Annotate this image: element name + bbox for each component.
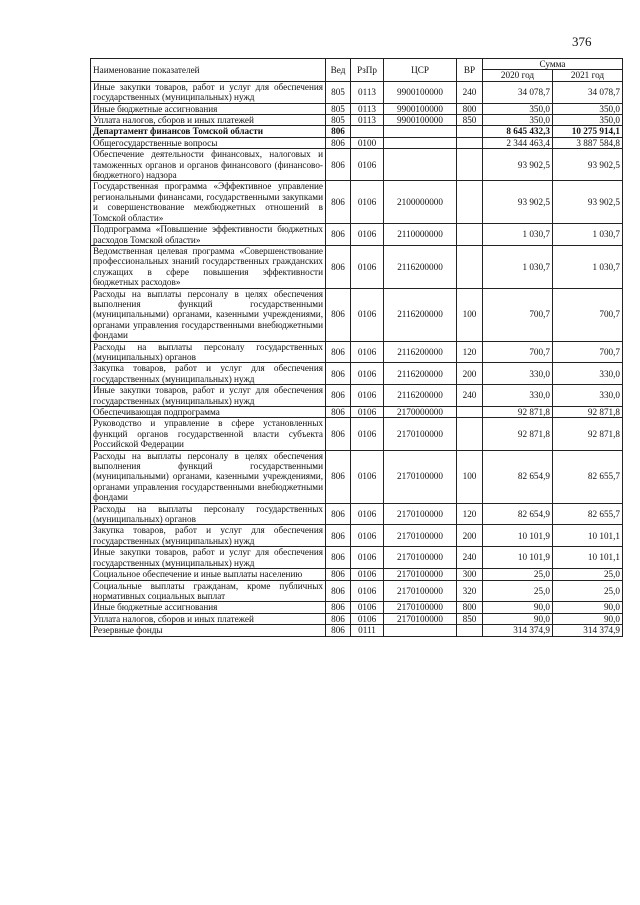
row-vr xyxy=(457,418,483,450)
row-csr: 2116200000 xyxy=(384,341,457,363)
row-sum-2020: 25,0 xyxy=(483,580,553,602)
row-vr: 800 xyxy=(457,103,483,114)
row-ved: 806 xyxy=(326,569,351,580)
row-sum-2020: 314 374,9 xyxy=(483,625,553,636)
row-vr: 100 xyxy=(457,288,483,341)
row-ved: 806 xyxy=(326,385,351,407)
row-vr: 850 xyxy=(457,115,483,126)
header-year-2020: 2020 год xyxy=(483,70,553,81)
row-vr: 100 xyxy=(457,450,483,503)
row-sum-2021: 82 655,7 xyxy=(553,450,623,503)
table-row xyxy=(91,137,623,148)
table-header-row xyxy=(91,59,623,70)
table-row xyxy=(91,103,623,114)
row-ved: 806 xyxy=(326,450,351,503)
header-vr: ВР xyxy=(457,59,483,82)
row-name: Расходы на выплаты персоналу в целях обеспечения выполнения функций государственными (муниципальными) органами, казенными учреждениями, органами управления государственными внебюджетными фондами xyxy=(91,450,326,503)
row-ved: 806 xyxy=(326,363,351,385)
row-csr: 2110000000 xyxy=(384,224,457,246)
table-row xyxy=(91,126,623,137)
table-row xyxy=(91,580,623,602)
row-name: Резервные фонды xyxy=(91,625,326,636)
row-csr: 2116200000 xyxy=(384,385,457,407)
row-sum-2020: 1 030,7 xyxy=(483,245,553,288)
row-rzpr: 0106 xyxy=(351,407,384,418)
row-name: Расходы на выплаты персоналу государственных (муниципальных) органов xyxy=(91,503,326,525)
row-rzpr: 0106 xyxy=(351,580,384,602)
row-sum-2020: 700,7 xyxy=(483,288,553,341)
row-sum-2021: 92 871,8 xyxy=(553,407,623,418)
row-ved: 806 xyxy=(326,137,351,148)
row-sum-2020: 350,0 xyxy=(483,103,553,114)
row-sum-2021: 350,0 xyxy=(553,115,623,126)
table-row xyxy=(91,625,623,636)
row-sum-2020: 8 645 432,3 xyxy=(483,126,553,137)
row-sum-2021: 90,0 xyxy=(553,602,623,613)
table-row xyxy=(91,224,623,246)
row-rzpr: 0106 xyxy=(351,149,384,181)
header-ved: Вед xyxy=(326,59,351,82)
row-ved: 806 xyxy=(326,418,351,450)
row-name: Расходы на выплаты персоналу в целях обеспечения выполнения функций государственными (муниципальными) органами, казенными учреждениями, органами управления государственными внебюджетными фондами xyxy=(91,288,326,341)
row-sum-2021: 314 374,9 xyxy=(553,625,623,636)
row-sum-2021: 700,7 xyxy=(553,288,623,341)
row-csr: 2170100000 xyxy=(384,525,457,547)
table-row xyxy=(91,569,623,580)
row-csr xyxy=(384,137,457,148)
row-rzpr: 0113 xyxy=(351,103,384,114)
row-name: Ведомственная целевая программа «Совершенствование профессиональных знаний государственных гражданских служащих в сфере повышения эффективности бюджетных расходов» xyxy=(91,245,326,288)
row-sum-2021: 10 101,1 xyxy=(553,547,623,569)
table-row xyxy=(91,245,623,288)
row-sum-2021: 330,0 xyxy=(553,385,623,407)
row-ved: 805 xyxy=(326,81,351,103)
row-vr: 850 xyxy=(457,613,483,624)
row-ved: 806 xyxy=(326,625,351,636)
row-rzpr: 0106 xyxy=(351,547,384,569)
row-sum-2020: 93 902,5 xyxy=(483,181,553,224)
row-sum-2021: 34 078,7 xyxy=(553,81,623,103)
row-vr: 120 xyxy=(457,341,483,363)
table-row xyxy=(91,115,623,126)
row-ved: 806 xyxy=(326,149,351,181)
row-csr: 2170100000 xyxy=(384,613,457,624)
row-name: Иные закупки товаров, работ и услуг для обеспечения государственных (муниципальных) нужд xyxy=(91,385,326,407)
row-sum-2021: 700,7 xyxy=(553,341,623,363)
header-name: Наименование показателей xyxy=(91,59,326,82)
row-name: Иные бюджетные ассигнования xyxy=(91,103,326,114)
row-sum-2020: 93 902,5 xyxy=(483,149,553,181)
row-name: Обеспечение деятельности финансовых, налоговых и таможенных органов и органов финансового (финансово-бюджетного) надзора xyxy=(91,149,326,181)
row-name: Социальное обеспечение и иные выплаты населению xyxy=(91,569,326,580)
row-csr: 9900100000 xyxy=(384,115,457,126)
table-row xyxy=(91,602,623,613)
row-name: Иные бюджетные ассигнования xyxy=(91,602,326,613)
row-csr: 2116200000 xyxy=(384,245,457,288)
table-row xyxy=(91,547,623,569)
row-sum-2021: 92 871,8 xyxy=(553,418,623,450)
row-name: Уплата налогов, сборов и иных платежей xyxy=(91,115,326,126)
row-ved: 805 xyxy=(326,115,351,126)
row-vr: 320 xyxy=(457,580,483,602)
table-row xyxy=(91,341,623,363)
row-csr xyxy=(384,625,457,636)
row-sum-2020: 10 101,9 xyxy=(483,525,553,547)
row-sum-2020: 330,0 xyxy=(483,363,553,385)
row-csr: 9900100000 xyxy=(384,81,457,103)
budget-table xyxy=(90,58,623,637)
table-row xyxy=(91,385,623,407)
table-row xyxy=(91,288,623,341)
row-rzpr: 0106 xyxy=(351,363,384,385)
row-ved: 806 xyxy=(326,547,351,569)
row-sum-2021: 10 275 914,1 xyxy=(553,126,623,137)
row-rzpr: 0106 xyxy=(351,613,384,624)
page-number: 376 xyxy=(572,34,592,49)
row-ved: 806 xyxy=(326,503,351,525)
row-name: Закупка товаров, работ и услуг для обеспечения государственных (муниципальных) нужд xyxy=(91,525,326,547)
row-ved: 806 xyxy=(326,613,351,624)
row-vr: 300 xyxy=(457,569,483,580)
row-sum-2021: 3 887 584,8 xyxy=(553,137,623,148)
row-sum-2020: 10 101,9 xyxy=(483,547,553,569)
row-csr: 2170000000 xyxy=(384,407,457,418)
row-csr: 2170100000 xyxy=(384,503,457,525)
table-body xyxy=(91,81,623,636)
row-vr xyxy=(457,149,483,181)
row-sum-2020: 34 078,7 xyxy=(483,81,553,103)
row-vr xyxy=(457,407,483,418)
table-row xyxy=(91,363,623,385)
table-row xyxy=(91,503,623,525)
row-rzpr: 0106 xyxy=(351,503,384,525)
row-name: Подпрограмма «Повышение эффективности бюджетных расходов Томской области» xyxy=(91,224,326,246)
row-ved: 805 xyxy=(326,103,351,114)
row-vr xyxy=(457,126,483,137)
row-sum-2020: 92 871,8 xyxy=(483,407,553,418)
row-vr xyxy=(457,224,483,246)
row-ved: 806 xyxy=(326,126,351,137)
table-row xyxy=(91,407,623,418)
row-vr: 200 xyxy=(457,525,483,547)
row-sum-2020: 90,0 xyxy=(483,613,553,624)
row-rzpr: 0111 xyxy=(351,625,384,636)
row-csr: 9900100000 xyxy=(384,103,457,114)
row-rzpr xyxy=(351,126,384,137)
row-rzpr: 0113 xyxy=(351,81,384,103)
row-vr: 240 xyxy=(457,547,483,569)
row-sum-2021: 25,0 xyxy=(553,580,623,602)
row-rzpr: 0106 xyxy=(351,385,384,407)
table-row xyxy=(91,450,623,503)
row-ved: 806 xyxy=(326,288,351,341)
row-csr: 2100000000 xyxy=(384,181,457,224)
row-vr: 240 xyxy=(457,385,483,407)
row-ved: 806 xyxy=(326,224,351,246)
row-rzpr: 0100 xyxy=(351,137,384,148)
row-ved: 806 xyxy=(326,245,351,288)
row-csr: 2170100000 xyxy=(384,602,457,613)
row-ved: 806 xyxy=(326,525,351,547)
row-ved: 806 xyxy=(326,407,351,418)
row-sum-2020: 82 654,9 xyxy=(483,450,553,503)
row-name: Иные закупки товаров, работ и услуг для обеспечения государственных (муниципальных) нужд xyxy=(91,547,326,569)
row-rzpr: 0106 xyxy=(351,418,384,450)
row-sum-2021: 1 030,7 xyxy=(553,224,623,246)
row-sum-2021: 90,0 xyxy=(553,613,623,624)
row-sum-2021: 1 030,7 xyxy=(553,245,623,288)
row-rzpr: 0113 xyxy=(351,115,384,126)
row-name: Обеспечивающая подпрограмма xyxy=(91,407,326,418)
header-year-2021: 2021 год xyxy=(553,70,623,81)
row-csr: 2170100000 xyxy=(384,418,457,450)
row-sum-2020: 82 654,9 xyxy=(483,503,553,525)
row-csr: 2170100000 xyxy=(384,569,457,580)
row-sum-2021: 25,0 xyxy=(553,569,623,580)
header-sum: Сумма xyxy=(483,59,623,70)
row-name: Государственная программа «Эффективное управление региональными финансами, государственными закупками и совершенствование межбюджетных отношений в Томской области» xyxy=(91,181,326,224)
row-rzpr: 0106 xyxy=(351,341,384,363)
row-csr: 2116200000 xyxy=(384,363,457,385)
row-rzpr: 0106 xyxy=(351,525,384,547)
row-csr: 2170100000 xyxy=(384,547,457,569)
row-sum-2020: 700,7 xyxy=(483,341,553,363)
row-vr xyxy=(457,181,483,224)
table-row xyxy=(91,418,623,450)
row-csr xyxy=(384,126,457,137)
row-sum-2020: 92 871,8 xyxy=(483,418,553,450)
row-name: Социальные выплаты гражданам, кроме публичных нормативных социальных выплат xyxy=(91,580,326,602)
row-vr: 800 xyxy=(457,602,483,613)
row-sum-2020: 1 030,7 xyxy=(483,224,553,246)
row-name: Закупка товаров, работ и услуг для обеспечения государственных (муниципальных) нужд xyxy=(91,363,326,385)
row-ved: 806 xyxy=(326,181,351,224)
row-vr: 120 xyxy=(457,503,483,525)
row-name: Общегосударственные вопросы xyxy=(91,137,326,148)
row-sum-2021: 93 902,5 xyxy=(553,181,623,224)
row-csr: 2116200000 xyxy=(384,288,457,341)
row-rzpr: 0106 xyxy=(351,224,384,246)
row-name: Расходы на выплаты персоналу государственных (муниципальных) органов xyxy=(91,341,326,363)
row-rzpr: 0106 xyxy=(351,602,384,613)
row-csr xyxy=(384,149,457,181)
table-row xyxy=(91,181,623,224)
row-vr xyxy=(457,245,483,288)
row-sum-2020: 350,0 xyxy=(483,115,553,126)
row-ved: 806 xyxy=(326,341,351,363)
table-row xyxy=(91,149,623,181)
row-ved: 806 xyxy=(326,602,351,613)
row-sum-2021: 350,0 xyxy=(553,103,623,114)
row-name: Департамент финансов Томской области xyxy=(91,126,326,137)
row-vr: 200 xyxy=(457,363,483,385)
row-csr: 2170100000 xyxy=(384,450,457,503)
row-vr xyxy=(457,137,483,148)
table-row xyxy=(91,525,623,547)
row-sum-2020: 90,0 xyxy=(483,602,553,613)
row-sum-2020: 2 344 463,4 xyxy=(483,137,553,148)
table-row xyxy=(91,613,623,624)
row-vr: 240 xyxy=(457,81,483,103)
row-vr xyxy=(457,625,483,636)
row-sum-2021: 82 655,7 xyxy=(553,503,623,525)
row-rzpr: 0106 xyxy=(351,288,384,341)
header-csr: ЦСР xyxy=(384,59,457,82)
row-sum-2021: 10 101,1 xyxy=(553,525,623,547)
row-ved: 806 xyxy=(326,580,351,602)
row-name: Уплата налогов, сборов и иных платежей xyxy=(91,613,326,624)
row-name: Иные закупки товаров, работ и услуг для обеспечения государственных (муниципальных) нужд xyxy=(91,81,326,103)
header-rzpr: РзПр xyxy=(351,59,384,82)
row-rzpr: 0106 xyxy=(351,569,384,580)
row-sum-2020: 330,0 xyxy=(483,385,553,407)
row-sum-2020: 25,0 xyxy=(483,569,553,580)
row-sum-2021: 330,0 xyxy=(553,363,623,385)
row-rzpr: 0106 xyxy=(351,245,384,288)
table-row xyxy=(91,81,623,103)
row-rzpr: 0106 xyxy=(351,181,384,224)
row-csr: 2170100000 xyxy=(384,580,457,602)
row-rzpr: 0106 xyxy=(351,450,384,503)
row-name: Руководство и управление в сфере установленных функций органов государственной власти субъекта Российской Федерации xyxy=(91,418,326,450)
row-sum-2021: 93 902,5 xyxy=(553,149,623,181)
